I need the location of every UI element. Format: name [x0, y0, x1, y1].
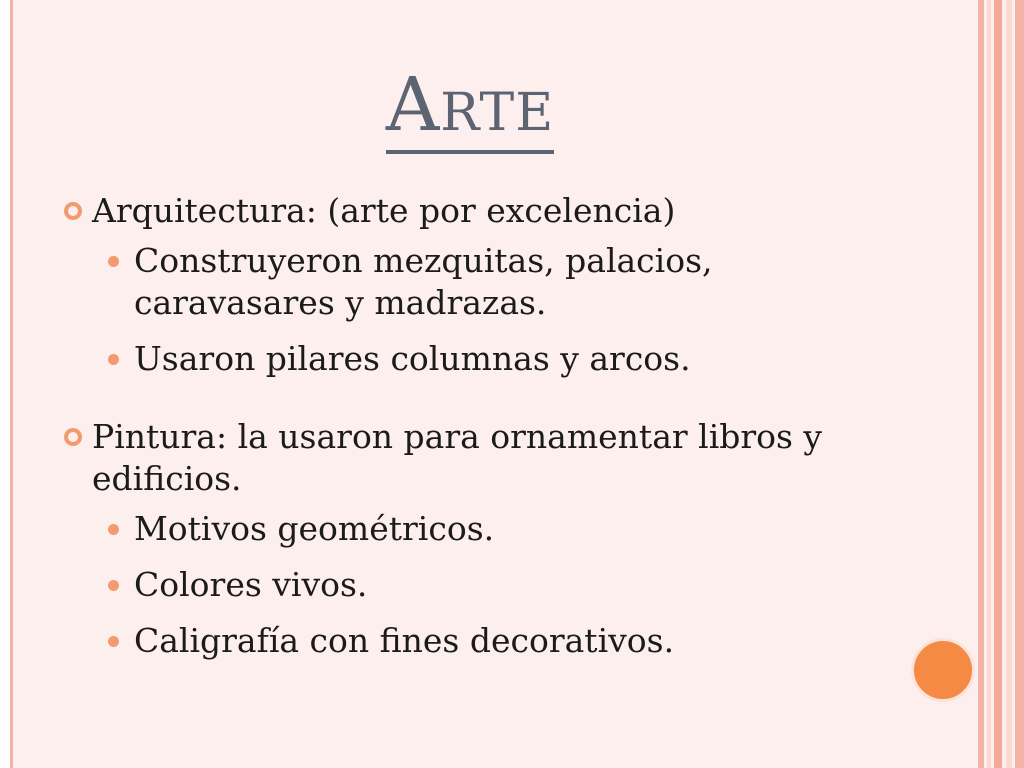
- stripe: [1006, 0, 1012, 768]
- sub-bullet-item: [62, 240, 902, 324]
- bullet-text: Pintura: la usaron para ornamentar libros y edificios.: [92, 417, 823, 498]
- sub-bullet-text: Usaron pilares columnas y arcos.: [134, 339, 691, 378]
- sub-bullet-text: Construyeron mezquitas, palacios, caravasares y madrazas.: [134, 241, 713, 322]
- dot-bullet-icon: [108, 580, 119, 591]
- stripe: [978, 0, 984, 768]
- bullet-text: Arquitectura: (arte por excelencia): [92, 191, 676, 230]
- stripe: [1015, 0, 1024, 768]
- stripe: [987, 0, 991, 768]
- dot-bullet-icon: [108, 354, 119, 365]
- slide-title: [0, 62, 940, 148]
- ring-bullet-icon: [64, 428, 82, 446]
- right-stripes-decoration: [976, 0, 1024, 768]
- sub-bullet-item: [62, 564, 902, 606]
- stripe: [994, 0, 1002, 768]
- slide-title-text: Arte: [386, 62, 554, 154]
- sub-bullet-text: Motivos geométricos.: [134, 509, 495, 548]
- orange-circle-decoration: [911, 638, 975, 702]
- sub-bullet-item: [62, 620, 902, 662]
- sub-bullet-text: Caligrafía con fines decorativos.: [134, 621, 675, 660]
- dot-bullet-icon: [108, 636, 119, 647]
- dot-bullet-icon: [108, 524, 119, 535]
- sub-bullet-text: Colores vivos.: [134, 565, 368, 604]
- sub-bullet-item: [62, 338, 902, 380]
- bullet-item-pintura: [62, 416, 902, 500]
- bullet-list: [62, 190, 902, 676]
- sub-bullet-item: [62, 508, 902, 550]
- dot-bullet-icon: [108, 256, 119, 267]
- ring-bullet-icon: [64, 202, 82, 220]
- bullet-item-arquitectura: [62, 190, 902, 232]
